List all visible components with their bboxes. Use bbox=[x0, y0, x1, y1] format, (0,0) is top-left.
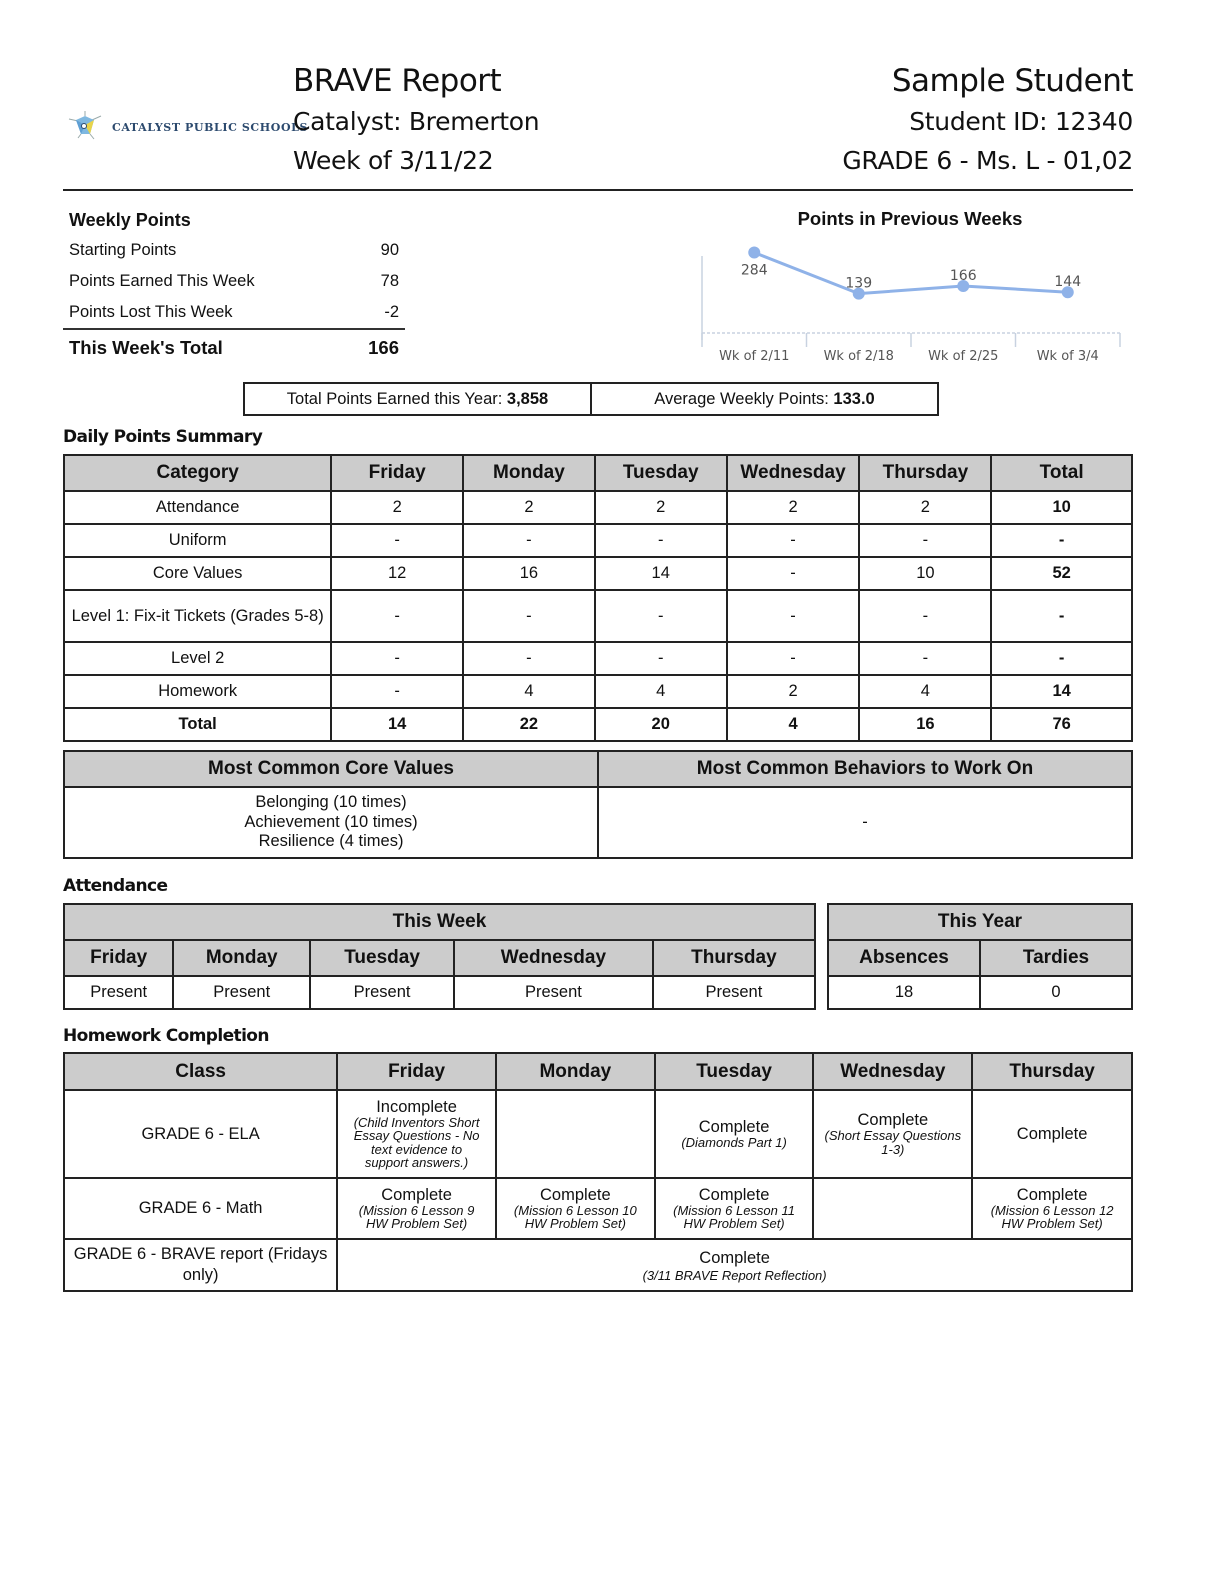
student-header bbox=[842, 60, 1133, 180]
homework-cell bbox=[496, 1090, 655, 1178]
col-header: Tuesday bbox=[655, 1053, 814, 1090]
homework-table bbox=[63, 1052, 1133, 1292]
table-header-row bbox=[828, 904, 1132, 940]
hw-status: Complete bbox=[540, 1185, 611, 1204]
value-cell: 16 bbox=[859, 708, 991, 741]
core-value-item: Resilience (4 times) bbox=[258, 832, 404, 851]
absences-value: 18 bbox=[828, 976, 980, 1009]
value-cell: 4 bbox=[463, 675, 595, 708]
data-label: 166 bbox=[949, 267, 977, 284]
row-value: -2 bbox=[384, 303, 399, 321]
category-cell: Core Values bbox=[64, 557, 331, 590]
total-cell: 76 bbox=[991, 708, 1132, 741]
col-header: Wednesday bbox=[727, 455, 860, 491]
weekly-points-row bbox=[63, 266, 405, 297]
total-cell: 52 bbox=[991, 557, 1132, 590]
col-header: Friday bbox=[337, 1053, 496, 1090]
category-cell: Uniform bbox=[64, 524, 331, 557]
value-cell: 10 bbox=[859, 557, 991, 590]
col-header: Absences bbox=[828, 940, 980, 976]
x-tick-label: Wk of 2/11 bbox=[719, 349, 790, 364]
table-row bbox=[64, 1178, 1132, 1239]
table-row bbox=[828, 976, 1132, 1009]
total-year-value: 3,858 bbox=[506, 390, 549, 408]
homework-cell bbox=[655, 1090, 814, 1178]
hw-status: Complete bbox=[699, 1248, 770, 1267]
weekly-points-row bbox=[63, 297, 405, 328]
weekly-points-row bbox=[63, 235, 405, 266]
class-cell: GRADE 6 - ELA bbox=[64, 1090, 337, 1178]
homework-cell bbox=[496, 1178, 655, 1239]
table-header-row bbox=[828, 940, 1132, 976]
total-cell: 10 bbox=[991, 491, 1132, 524]
value-cell: 20 bbox=[595, 708, 727, 741]
value-cell: 2 bbox=[463, 491, 595, 524]
x-tick-label: Wk of 2/18 bbox=[823, 349, 894, 364]
school-logo bbox=[66, 110, 308, 144]
class-cell: GRADE 6 - Math bbox=[64, 1178, 337, 1239]
attendance-title: Attendance bbox=[63, 876, 168, 896]
attendance-year-table bbox=[827, 903, 1133, 1010]
value-cell: - bbox=[331, 675, 463, 708]
series-line bbox=[754, 253, 1068, 294]
table-total-row bbox=[64, 708, 1132, 741]
total-cell: - bbox=[991, 642, 1132, 675]
weekly-points-panel bbox=[63, 205, 405, 362]
total-cell: - bbox=[991, 524, 1132, 557]
homework-cell bbox=[337, 1090, 496, 1178]
table-row bbox=[64, 491, 1132, 524]
table-row bbox=[64, 1239, 1132, 1291]
col-header: Monday bbox=[496, 1053, 655, 1090]
homework-cell bbox=[337, 1178, 496, 1239]
report-header bbox=[293, 60, 539, 180]
value-cell: 2 bbox=[727, 675, 860, 708]
total-label: This Week's Total bbox=[69, 337, 223, 358]
student-name: Sample Student bbox=[891, 63, 1133, 99]
weekly-points-title: Weekly Points bbox=[69, 210, 191, 230]
col-header: Total bbox=[991, 455, 1132, 491]
attendance-week-table bbox=[63, 903, 816, 1010]
hw-note: (3/11 BRAVE Report Reflection) bbox=[642, 1267, 827, 1283]
daily-points-table bbox=[63, 454, 1133, 742]
avg-weekly-label: Average Weekly Points: bbox=[654, 390, 834, 408]
row-value: 90 bbox=[380, 241, 399, 259]
data-label: 139 bbox=[845, 275, 873, 292]
core-values-table bbox=[63, 750, 1133, 859]
value-cell: - bbox=[595, 524, 727, 557]
year-summary-box bbox=[243, 382, 939, 416]
homework-cell bbox=[337, 1239, 1132, 1291]
hw-note: (Mission 6 Lesson 9 HW Problem Set) bbox=[358, 1202, 475, 1231]
homework-cell bbox=[813, 1090, 972, 1178]
col-header: Thursday bbox=[859, 455, 991, 491]
col-header: Friday bbox=[64, 940, 173, 976]
hw-note: (Child Inventors Short Essay Questions - No text evidence to support answers.) bbox=[353, 1114, 480, 1170]
col-header: Monday bbox=[463, 455, 595, 491]
table-header-row bbox=[64, 940, 815, 976]
value-cell: - bbox=[595, 590, 727, 642]
table-header-row bbox=[64, 904, 815, 940]
value-cell: 16 bbox=[463, 557, 595, 590]
col-header: Most Common Behaviors to Work On bbox=[598, 751, 1132, 787]
total-year-label: Total Points Earned this Year: bbox=[286, 390, 507, 408]
category-cell: Level 1: Fix-it Tickets (Grades 5-8) bbox=[64, 590, 331, 642]
value-cell: 4 bbox=[859, 675, 991, 708]
col-header: Friday bbox=[331, 455, 463, 491]
value-cell: 12 bbox=[331, 557, 463, 590]
value-cell: - bbox=[727, 642, 860, 675]
behaviors-cell: - bbox=[598, 787, 1132, 858]
row-label: Points Lost This Week bbox=[69, 303, 233, 321]
table-row bbox=[64, 787, 1132, 858]
row-value: 78 bbox=[380, 272, 399, 290]
value-cell: 2 bbox=[331, 491, 463, 524]
value-cell: - bbox=[727, 557, 860, 590]
value-cell: 2 bbox=[727, 491, 860, 524]
table-row bbox=[64, 976, 815, 1009]
col-header: Category bbox=[64, 455, 331, 491]
table-header-row bbox=[64, 455, 1132, 491]
col-header: Tuesday bbox=[310, 940, 454, 976]
report-title: BRAVE Report bbox=[293, 63, 502, 99]
table-row bbox=[64, 590, 1132, 642]
table-header-row bbox=[64, 1053, 1132, 1090]
value-cell: - bbox=[331, 590, 463, 642]
value-cell: - bbox=[859, 642, 991, 675]
value-cell: - bbox=[595, 642, 727, 675]
value-cell: 4 bbox=[595, 675, 727, 708]
core-values-cell bbox=[64, 787, 598, 858]
total-cell: 14 bbox=[991, 675, 1132, 708]
chart-title: Points in Previous Weeks bbox=[797, 208, 1023, 229]
col-header: Thursday bbox=[972, 1053, 1132, 1090]
total-cell: - bbox=[991, 590, 1132, 642]
hw-note: (Mission 6 Lesson 12 HW Problem Set) bbox=[990, 1202, 1114, 1231]
class-cell: GRADE 6 - BRAVE report (Fridays only) bbox=[64, 1239, 337, 1291]
hw-status: Incomplete bbox=[376, 1097, 457, 1116]
category-cell: Attendance bbox=[64, 491, 331, 524]
hw-status: Complete bbox=[857, 1111, 929, 1129]
homework-title: Homework Completion bbox=[63, 1026, 269, 1046]
value-cell: - bbox=[331, 524, 463, 557]
value-cell: 2 bbox=[859, 491, 991, 524]
logo-text: CATALYST PUBLIC SCHOOLS bbox=[112, 120, 309, 134]
table-row bbox=[64, 642, 1132, 675]
this-week-header: This Week bbox=[64, 904, 815, 940]
category-cell: Total bbox=[64, 708, 331, 741]
hw-note: (Mission 6 Lesson 11 HW Problem Set) bbox=[673, 1202, 795, 1231]
col-header: Monday bbox=[173, 940, 310, 976]
report-week: Week of 3/11/22 bbox=[293, 146, 494, 175]
value-cell: 4 bbox=[727, 708, 860, 741]
weekly-total-row bbox=[63, 328, 405, 362]
attendance-status: Present bbox=[64, 976, 173, 1009]
value-cell: - bbox=[463, 590, 595, 642]
col-header: Wednesday bbox=[454, 940, 653, 976]
col-header: Tuesday bbox=[595, 455, 727, 491]
this-year-header: This Year bbox=[828, 904, 1132, 940]
table-header-row bbox=[64, 751, 1132, 787]
row-label: Starting Points bbox=[69, 241, 177, 259]
homework-cell bbox=[813, 1178, 972, 1239]
value-cell: 22 bbox=[463, 708, 595, 741]
homework-cell bbox=[972, 1090, 1132, 1178]
value-cell: - bbox=[331, 642, 463, 675]
value-cell: - bbox=[727, 524, 860, 557]
attendance-status: Present bbox=[454, 976, 653, 1009]
x-tick-label: Wk of 2/25 bbox=[928, 349, 999, 364]
homework-cell bbox=[655, 1178, 814, 1239]
daily-points-title: Daily Points Summary bbox=[63, 427, 263, 447]
hw-status: Complete bbox=[698, 1185, 770, 1204]
attendance-status: Present bbox=[310, 976, 454, 1009]
col-header: Tardies bbox=[980, 940, 1132, 976]
col-header: Most Common Core Values bbox=[64, 751, 598, 787]
average-weekly-points bbox=[592, 384, 937, 414]
hw-note: (Short Essay Questions 1-3) bbox=[824, 1128, 962, 1157]
value-cell: - bbox=[727, 590, 860, 642]
table-row bbox=[64, 524, 1132, 557]
core-value-item: Belonging (10 times) bbox=[255, 793, 407, 812]
hw-note: (Diamonds Part 1) bbox=[681, 1134, 787, 1150]
value-cell: - bbox=[463, 642, 595, 675]
table-row bbox=[64, 1090, 1132, 1178]
col-header: Thursday bbox=[653, 940, 815, 976]
hw-status: Complete bbox=[698, 1117, 770, 1136]
grade-teacher: GRADE 6 - Ms. L - 01,02 bbox=[842, 146, 1133, 175]
homework-cell bbox=[972, 1178, 1132, 1239]
row-label: Points Earned This Week bbox=[69, 272, 255, 290]
hw-status: Complete bbox=[1016, 1185, 1088, 1204]
col-header: Class bbox=[64, 1053, 337, 1090]
school-name: Catalyst: Bremerton bbox=[293, 107, 540, 136]
table-row bbox=[64, 675, 1132, 708]
value-cell: 2 bbox=[595, 491, 727, 524]
total-value: 166 bbox=[368, 337, 399, 358]
data-label: 284 bbox=[740, 262, 768, 279]
hw-status: Complete bbox=[1016, 1124, 1088, 1143]
tardies-value: 0 bbox=[980, 976, 1132, 1009]
value-cell: 14 bbox=[595, 557, 727, 590]
value-cell: 14 bbox=[331, 708, 463, 741]
hw-note: (Mission 6 Lesson 10 HW Problem Set) bbox=[513, 1202, 637, 1231]
data-point bbox=[748, 247, 760, 259]
student-id: Student ID: 12340 bbox=[909, 107, 1133, 136]
x-tick-label: Wk of 3/4 bbox=[1036, 349, 1099, 364]
core-value-item: Achievement (10 times) bbox=[244, 812, 418, 831]
attendance-status: Present bbox=[173, 976, 310, 1009]
table-row bbox=[64, 557, 1132, 590]
col-header: Wednesday bbox=[813, 1053, 972, 1090]
header-divider bbox=[63, 189, 1133, 191]
total-year-points bbox=[245, 384, 592, 414]
hw-status: Complete bbox=[381, 1185, 452, 1204]
points-line-chart bbox=[690, 240, 1130, 370]
category-cell: Homework bbox=[64, 675, 331, 708]
attendance-status: Present bbox=[653, 976, 815, 1009]
data-label: 144 bbox=[1054, 274, 1082, 291]
category-cell: Level 2 bbox=[64, 642, 331, 675]
value-cell: - bbox=[859, 590, 991, 642]
catalyst-logo-icon bbox=[66, 110, 104, 144]
avg-weekly-value: 133.0 bbox=[833, 390, 875, 408]
value-cell: - bbox=[859, 524, 991, 557]
value-cell: - bbox=[463, 524, 595, 557]
